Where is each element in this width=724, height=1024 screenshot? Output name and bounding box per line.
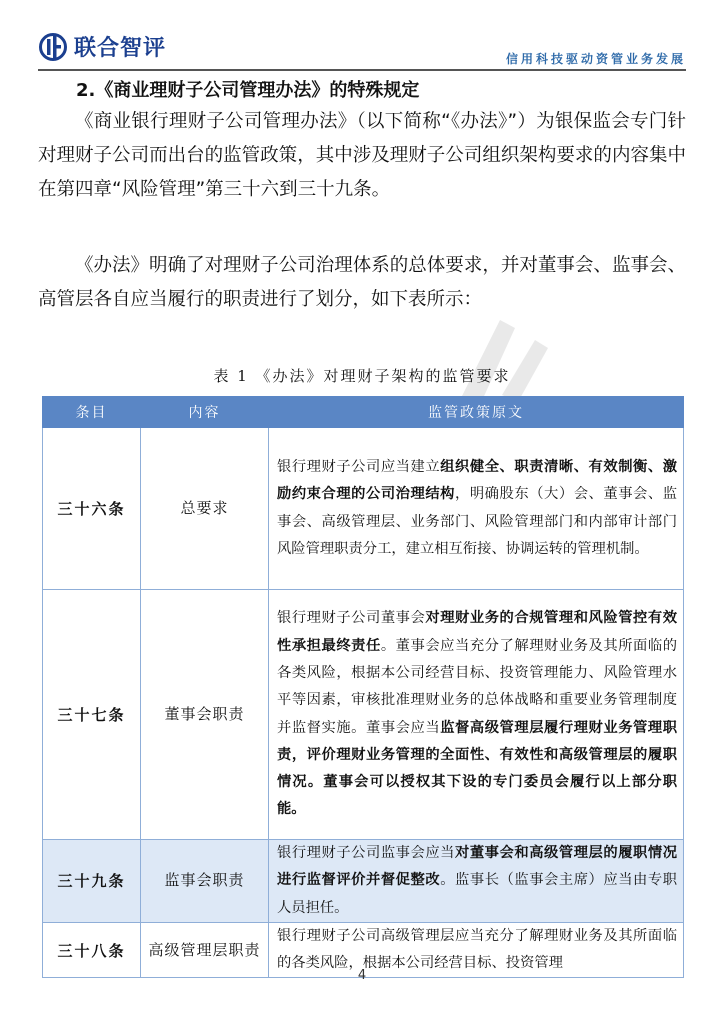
- logo-text: 联合智评: [74, 36, 167, 61]
- page-number: 4: [357, 968, 367, 983]
- table-header-row: [43, 397, 684, 428]
- policy-text-emphasis: 对理财业务的合规管理和风险管控有效性承担最终责任: [277, 610, 678, 654]
- policy-text-segment: 银行理财子公司高级管理层应当充分了解理财业务及其所面临的各类风险，根据本公司经营目标、投资管理: [277, 927, 677, 972]
- policy-text-segment: 。监事长（监事会主席）应当由专职人员担任。: [277, 872, 678, 916]
- policy-text-segment: 银行理财子公司董事会: [277, 610, 426, 627]
- section-title: 2.《商业理财子公司管理办法》的特殊规定: [76, 80, 420, 101]
- header-tagline: 信用科技驱动资管业务发展: [505, 52, 686, 66]
- brand-logo: [38, 31, 166, 62]
- policy-text-segment: 银行理财子公司应当建立: [277, 458, 441, 475]
- policy-text-segment: 银行理财子公司监事会应当: [277, 845, 456, 861]
- article-cell: 三十七条: [43, 590, 141, 840]
- paragraph-2: 《办法》明确了对理财子公司治理体系的总体要求，并对董事会、监事会、高管层各自应当履行的职责进行了划分，如下表所示：: [38, 255, 686, 310]
- policy-text-segment: 。董事会应当充分了解理财业务及其所面临的各类风险，根据本公司经营目标、投资管理能力、风险管理水平等因素，审核批准理财业务的总体战略和重要业务管理制度并监督实施。董事会应当: [277, 637, 677, 736]
- article-cell: 三十八条: [43, 922, 141, 978]
- table-caption: 表 1 《办法》对理财子架构的监管要求: [213, 367, 511, 385]
- policy-text-emphasis: 监督高级管理层履行理财业务管理职责，评价理财业务管理的全面性、有效性和高级管理层的履职情况。董事会可以授权其下设的专门委员会履行以上部分职能。: [277, 719, 678, 818]
- content-cell: 监事会职责: [141, 840, 269, 923]
- article-cell: 三十九条: [43, 840, 141, 923]
- column-header-text: 监管政策原文: [269, 397, 684, 428]
- policy-text-emphasis: 对董事会和高级管理层的履职情况进行监督评价并督促整改: [277, 845, 677, 889]
- article-cell: 三十六条: [43, 428, 141, 590]
- table-row: [43, 428, 684, 590]
- policy-text-emphasis: 组织健全、职责清晰、有效制衡、激励约束合理的公司治理结构: [277, 458, 678, 503]
- table-row: [43, 590, 684, 840]
- policy-text-cell: [269, 428, 684, 590]
- policy-text-cell: [269, 840, 684, 923]
- header-divider: [38, 69, 686, 71]
- lianhe-logo-icon: [38, 32, 70, 62]
- content-cell: 高级管理层职责: [141, 922, 269, 978]
- column-header-article: 条目: [43, 397, 141, 428]
- policy-text-segment: ，明确股东（大）会、董事会、监事会、高级管理层、业务部门、风险管理部门和内部审计部门风险管理职责分工，建立相互衔接、协调运转的管理机制。: [277, 486, 677, 557]
- policy-text-cell: [269, 590, 684, 840]
- page-header: [0, 0, 724, 72]
- content-cell: 总要求: [141, 428, 269, 590]
- paragraph-1: 《商业银行理财子公司管理办法》（以下简称“《办法》”）为银保监会专门针对理财子公司而出台的监管政策，其中涉及理财子公司组织架构要求的内容集中在第四章“风险管理”第三十六到三十九条。: [38, 111, 686, 200]
- regulation-table: [42, 396, 684, 978]
- table-row: [43, 840, 684, 923]
- content-cell: 董事会职责: [141, 590, 269, 840]
- column-header-content: 内容: [141, 397, 269, 428]
